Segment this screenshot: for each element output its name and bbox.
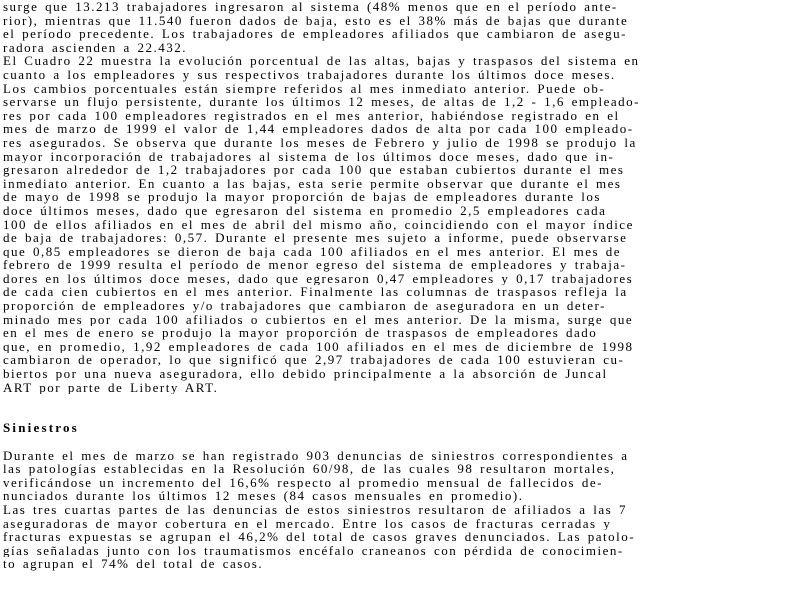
- text-line: de cada cien cubiertos en el mes anterior. Finalmente las columnas de traspasos refleja la: [3, 285, 628, 300]
- text-line: que, en promedio, 1,92 empleadores de cada 100 afiliados en el mes de diciembre de 1998: [3, 339, 634, 354]
- spacer: [3, 435, 780, 449]
- text-line: Durante el mes de marzo se han registrado 903 denuncias de siniestros correspondientes a: [3, 448, 629, 463]
- text-line: cambiaron de operador, lo que significó que 2,97 trabajadores de cada 100 estuvieran cu-: [3, 353, 625, 368]
- text-line: minado mes por cada 100 afiliados o cubiertos en el mes anterior. De la misma, surge que: [3, 312, 634, 327]
- text-line: res por cada 100 empleadores registrados en el mes anterior, habiéndose registrado en el: [3, 108, 620, 123]
- text-line: de mayo de 1998 se produjo la mayor proporción de bajas de empleadores durante los: [3, 190, 601, 204]
- spacer: [3, 408, 780, 422]
- document-body: [3, 0, 780, 571]
- paragraph: [3, 449, 780, 503]
- paragraph: [3, 54, 780, 394]
- text-line: rior), mientras que 11.540 fueron dados de baja, esto es el 38% más de bajas que durante: [3, 13, 629, 28]
- text-line: dores en los últimos doce meses, dado que egresaron 0,47 empleadores y 0,17 trabajadores: [3, 271, 634, 286]
- text-line: fracturas expuestas se agrupan el 46,2% del total de casos graves denunciados. Las patolo-: [3, 530, 636, 544]
- text-line: aseguradoras de mayor cobertura en el mercado. Entre los casos de fracturas cerradas y: [3, 516, 612, 531]
- text-line: to agrupan el 74% del total de casos.: [3, 557, 264, 571]
- text-line: el período precedente. Los trabajadores de empleadores afiliados que cambiaron de asegu-: [3, 27, 627, 41]
- text-line: 100 de ellos afiliados en el mes de abril del mismo año, coincidiendo con el mayor índice: [3, 217, 634, 232]
- page-margin: [783, 0, 800, 600]
- text-line: en el mes de enero se produjo la mayor proporción de traspasos de empleadores dado: [3, 326, 598, 340]
- text-line: mes de marzo de 1999 el valor de 1,44 empleadores dados de alta por cada 100 empleado-: [3, 122, 634, 136]
- text-line: Las tres cuartas partes de las denuncias de estos siniestros resultaron de afiliados a las 7: [3, 502, 627, 517]
- text-line: nunciados durante los últimos 12 meses (84 casos mensuales en promedio).: [3, 489, 524, 503]
- text-line: radora ascienden a 22.432.: [3, 40, 187, 55]
- text-line: inmediato anterior. En cuanto a las bajas, esta serie permite observar que durante el mes: [3, 176, 622, 191]
- paragraph: [3, 503, 780, 571]
- text-line: proporción de empleadores y/o trabajadores que cambiaron de aseguradora en un deter-: [3, 299, 606, 313]
- text-line: que 0,85 empleadores se dieron de baja cada 100 afiliados en el mes anterior. El mes de: [3, 244, 622, 259]
- text-line: gresaron alrededor de 1,2 trabajadores por cada 100 que estaban cubiertos durante el mes: [3, 163, 625, 177]
- paragraph: [3, 0, 780, 54]
- text-line: las patologías establecidas en la Resolución 60/98, de las cuales 98 resultaron mortales,: [3, 462, 616, 476]
- text-line: febrero de 1999 resulta el período de menor egreso del sistema de empleadores y trabaja-: [3, 258, 627, 272]
- text-line: Los cambios porcentuales están siempre referidos al mes inmediato anterior. Puede ob-: [3, 81, 606, 96]
- text-line: verificándose un incremento del 16,6% respecto al promedio mensual de fallecidos de-: [3, 475, 603, 490]
- section-heading: Siniestros: [3, 420, 79, 436]
- text-line: doce últimos meses, dado que egresaron del sistema en promedio 2,5 empleadores cada: [3, 203, 607, 218]
- text-line: ART por parte de Liberty ART.: [3, 380, 219, 395]
- text-line: El Cuadro 22 muestra la evolución porcentual de las altas, bajas y traspasos del sistema en: [3, 54, 640, 68]
- text-line: cuanto a los empleadores y sus respectivos trabajadores durante los últimos doce meses.: [3, 67, 616, 82]
- text-line: de baja de trabajadores: 0,57. Durante el presente mes sujeto a informe, puede observarse: [3, 231, 628, 245]
- spacer: [3, 394, 780, 408]
- text-line: res asegurados. Se observa que durante los meses de Febrero y julio de 1998 se produjo la: [3, 135, 637, 150]
- text-line: mayor incorporación de trabajadores al sistema de los últimos doce meses, dado que in-: [3, 149, 615, 164]
- text-line: biertos por una nueva aseguradora, ello debido principalmente a la absorción de Juncal: [3, 367, 608, 381]
- text-line: surge que 13.213 trabajadores ingresaron al sistema (48% menos que en el período ante-: [3, 0, 618, 14]
- text-line: gías señaladas junto con los traumatismos encéfalo craneanos con pérdida de conocimien-: [3, 543, 624, 558]
- text-line: servarse un flujo persistente, durante los últimos 12 meses, de altas de 1,2 - 1,6 empleado-: [3, 95, 640, 109]
